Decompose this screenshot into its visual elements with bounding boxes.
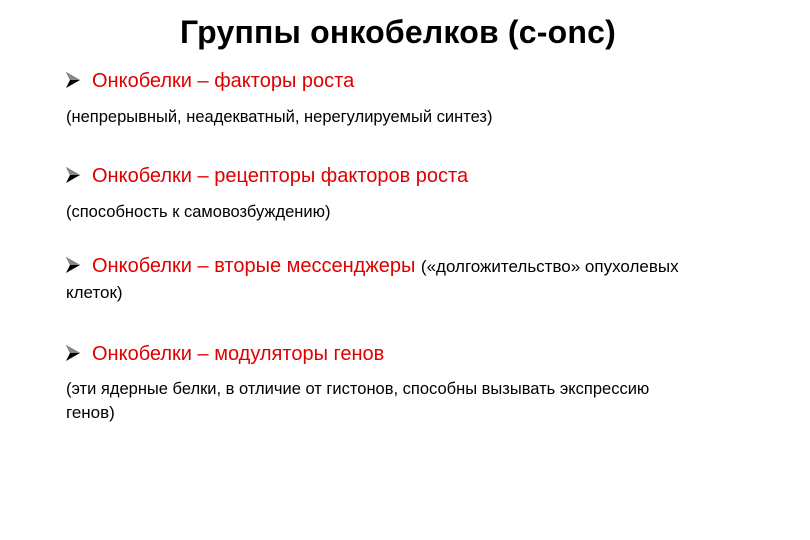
arrowhead-bullet-icon (66, 257, 80, 273)
arrowhead-bullet-icon (66, 72, 80, 88)
item-note-line1: (эти ядерные белки, в отличие от гистонов, способны вызывать экспрессию (66, 380, 650, 398)
bullet-line (66, 254, 756, 279)
item-note: (непрерывный, неадекватный, нерегулируемый синтез) (66, 108, 493, 126)
item-note-continued: клеток) (66, 283, 123, 302)
item-heading: Онкобелки – вторые мессенджеры (92, 255, 416, 277)
item-heading: Онкобелки – модуляторы генов (92, 343, 385, 365)
item-note-line2: генов) (66, 403, 115, 422)
arrowhead-bullet-icon (66, 167, 80, 183)
list-item (66, 254, 756, 305)
item-heading: Онкобелки – факторы роста (92, 70, 355, 92)
bullet-line (66, 69, 756, 93)
list-item (66, 342, 756, 425)
item-heading: Онкобелки – рецепторы факторов роста (92, 165, 469, 187)
arrowhead-bullet-icon (66, 345, 80, 361)
item-inline-note: («долгожительство» опухолевых (420, 257, 679, 276)
slide-title: Группы онкобелков (c-onc) (180, 14, 616, 50)
item-note: (способность к самовозбуждению) (66, 203, 331, 221)
bullet-line (66, 342, 756, 366)
list-item (66, 69, 756, 129)
list-item (66, 164, 756, 224)
bullet-line (66, 164, 756, 188)
